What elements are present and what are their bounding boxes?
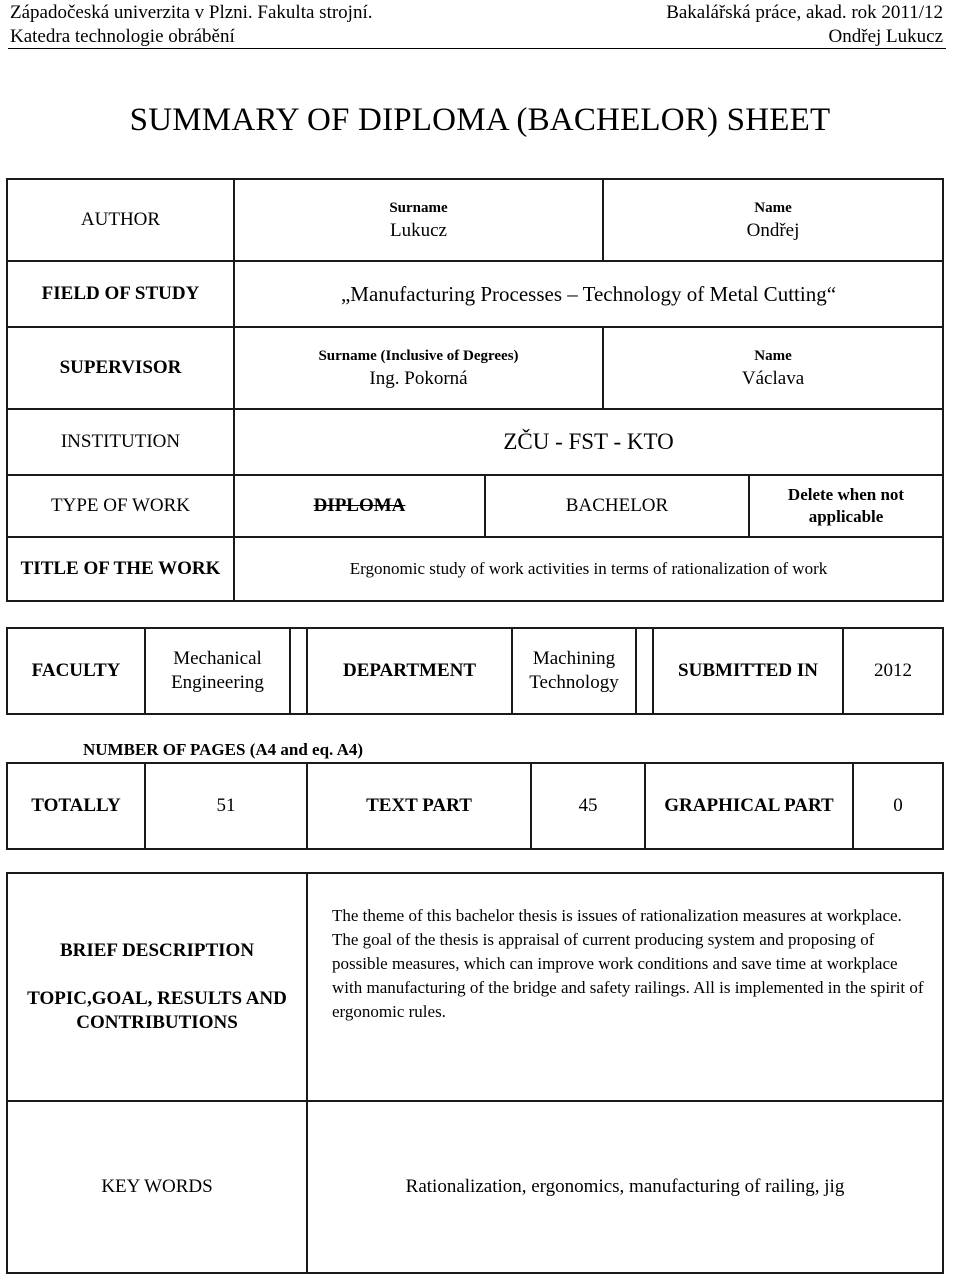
keywords-value: Rationalization, ergonomics, manufacturing of railing, jig bbox=[307, 1101, 943, 1273]
author-label: AUTHOR bbox=[7, 179, 234, 261]
graphical-part-value: 0 bbox=[853, 763, 943, 849]
supervisor-label: SUPERVISOR bbox=[7, 327, 234, 409]
info-table bbox=[6, 178, 944, 602]
author-surname: Lukucz bbox=[390, 219, 447, 241]
type-row bbox=[7, 475, 943, 537]
type-note: Delete when not applicable bbox=[749, 475, 943, 537]
field-value: „Manufacturing Processes – Technology of Metal Cutting“ bbox=[234, 261, 943, 327]
supervisor-name-label: Name bbox=[754, 347, 792, 364]
faculty-table bbox=[6, 627, 944, 715]
faculty-label: FACULTY bbox=[7, 628, 145, 714]
pages-row bbox=[7, 763, 943, 849]
submitted-value: 2012 bbox=[843, 628, 943, 714]
keywords-row bbox=[7, 1101, 943, 1273]
header-department: Katedra technologie obrábění bbox=[10, 26, 235, 47]
supervisor-surname: Ing. Pokorná bbox=[369, 367, 468, 389]
author-name: Ondřej bbox=[746, 219, 800, 241]
description-label-brief: BRIEF DESCRIPTION bbox=[59, 940, 255, 961]
department-label: DEPARTMENT bbox=[307, 628, 512, 714]
supervisor-row bbox=[7, 327, 943, 409]
faculty-spacer-1 bbox=[290, 628, 307, 714]
text-part-value: 45 bbox=[531, 763, 645, 849]
header-author: Ondřej Lukucz bbox=[828, 26, 943, 47]
pages-table bbox=[6, 762, 944, 850]
pages-caption: NUMBER OF PAGES (A4 and eq. A4) bbox=[83, 740, 364, 759]
type-diploma: DIPLOMA bbox=[234, 475, 485, 537]
institution-value: ZČU - FST - KTO bbox=[234, 409, 943, 475]
work-title-label: TITLE OF THE WORK bbox=[7, 537, 234, 601]
department-value: Machining Technology bbox=[512, 628, 636, 714]
faculty-spacer-2 bbox=[636, 628, 653, 714]
supervisor-surname-cell bbox=[234, 327, 603, 409]
totally-value: 51 bbox=[145, 763, 307, 849]
header-thesis-year: Bakalářská práce, akad. rok 2011/12 bbox=[666, 2, 943, 23]
description-label-cell bbox=[7, 873, 307, 1101]
author-name-label: Name bbox=[754, 199, 792, 216]
type-bachelor: BACHELOR bbox=[485, 475, 749, 537]
author-surname-cell bbox=[234, 179, 603, 261]
description-row bbox=[7, 873, 943, 1101]
supervisor-surname-label: Surname (Inclusive of Degrees) bbox=[318, 347, 519, 364]
work-title-value: Ergonomic study of work activities in terms of rationalization of work bbox=[234, 537, 943, 601]
type-label: TYPE OF WORK bbox=[7, 475, 234, 537]
text-part-label: TEXT PART bbox=[307, 763, 531, 849]
faculty-value: Mechanical Engineering bbox=[145, 628, 290, 714]
graphical-part-label: GRAPHICAL PART bbox=[645, 763, 853, 849]
supervisor-name: Václava bbox=[741, 367, 805, 389]
field-row bbox=[7, 261, 943, 327]
author-surname-label: Surname bbox=[389, 199, 448, 216]
header-divider bbox=[8, 48, 946, 49]
header-university: Západočeská univerzita v Plzni. Fakulta strojní. bbox=[10, 2, 373, 23]
description-text: The theme of this bachelor thesis is issues of rationalization measures at workplace. The goal of the thesis is appraisal of current producing system and proposing of possible measures, which can improve work conditions and save time at workplace with manufacturing of the bridge and safety railings. All is implemented in the spirit of ergonomic rules. bbox=[307, 873, 943, 1101]
submitted-label: SUBMITTED IN bbox=[653, 628, 843, 714]
work-title-row bbox=[7, 537, 943, 601]
page-title: SUMMARY OF DIPLOMA (BACHELOR) SHEET bbox=[129, 102, 831, 138]
supervisor-name-cell bbox=[603, 327, 943, 409]
author-row bbox=[7, 179, 943, 261]
totally-label: TOTALLY bbox=[7, 763, 145, 849]
field-label: FIELD OF STUDY bbox=[7, 261, 234, 327]
institution-row bbox=[7, 409, 943, 475]
institution-label: INSTITUTION bbox=[7, 409, 234, 475]
description-label-topic: TOPIC,GOAL, RESULTS AND CONTRIBUTIONS bbox=[27, 988, 287, 1033]
faculty-row bbox=[7, 628, 943, 714]
author-name-cell bbox=[603, 179, 943, 261]
description-table bbox=[6, 872, 944, 1274]
keywords-label: KEY WORDS bbox=[7, 1101, 307, 1273]
